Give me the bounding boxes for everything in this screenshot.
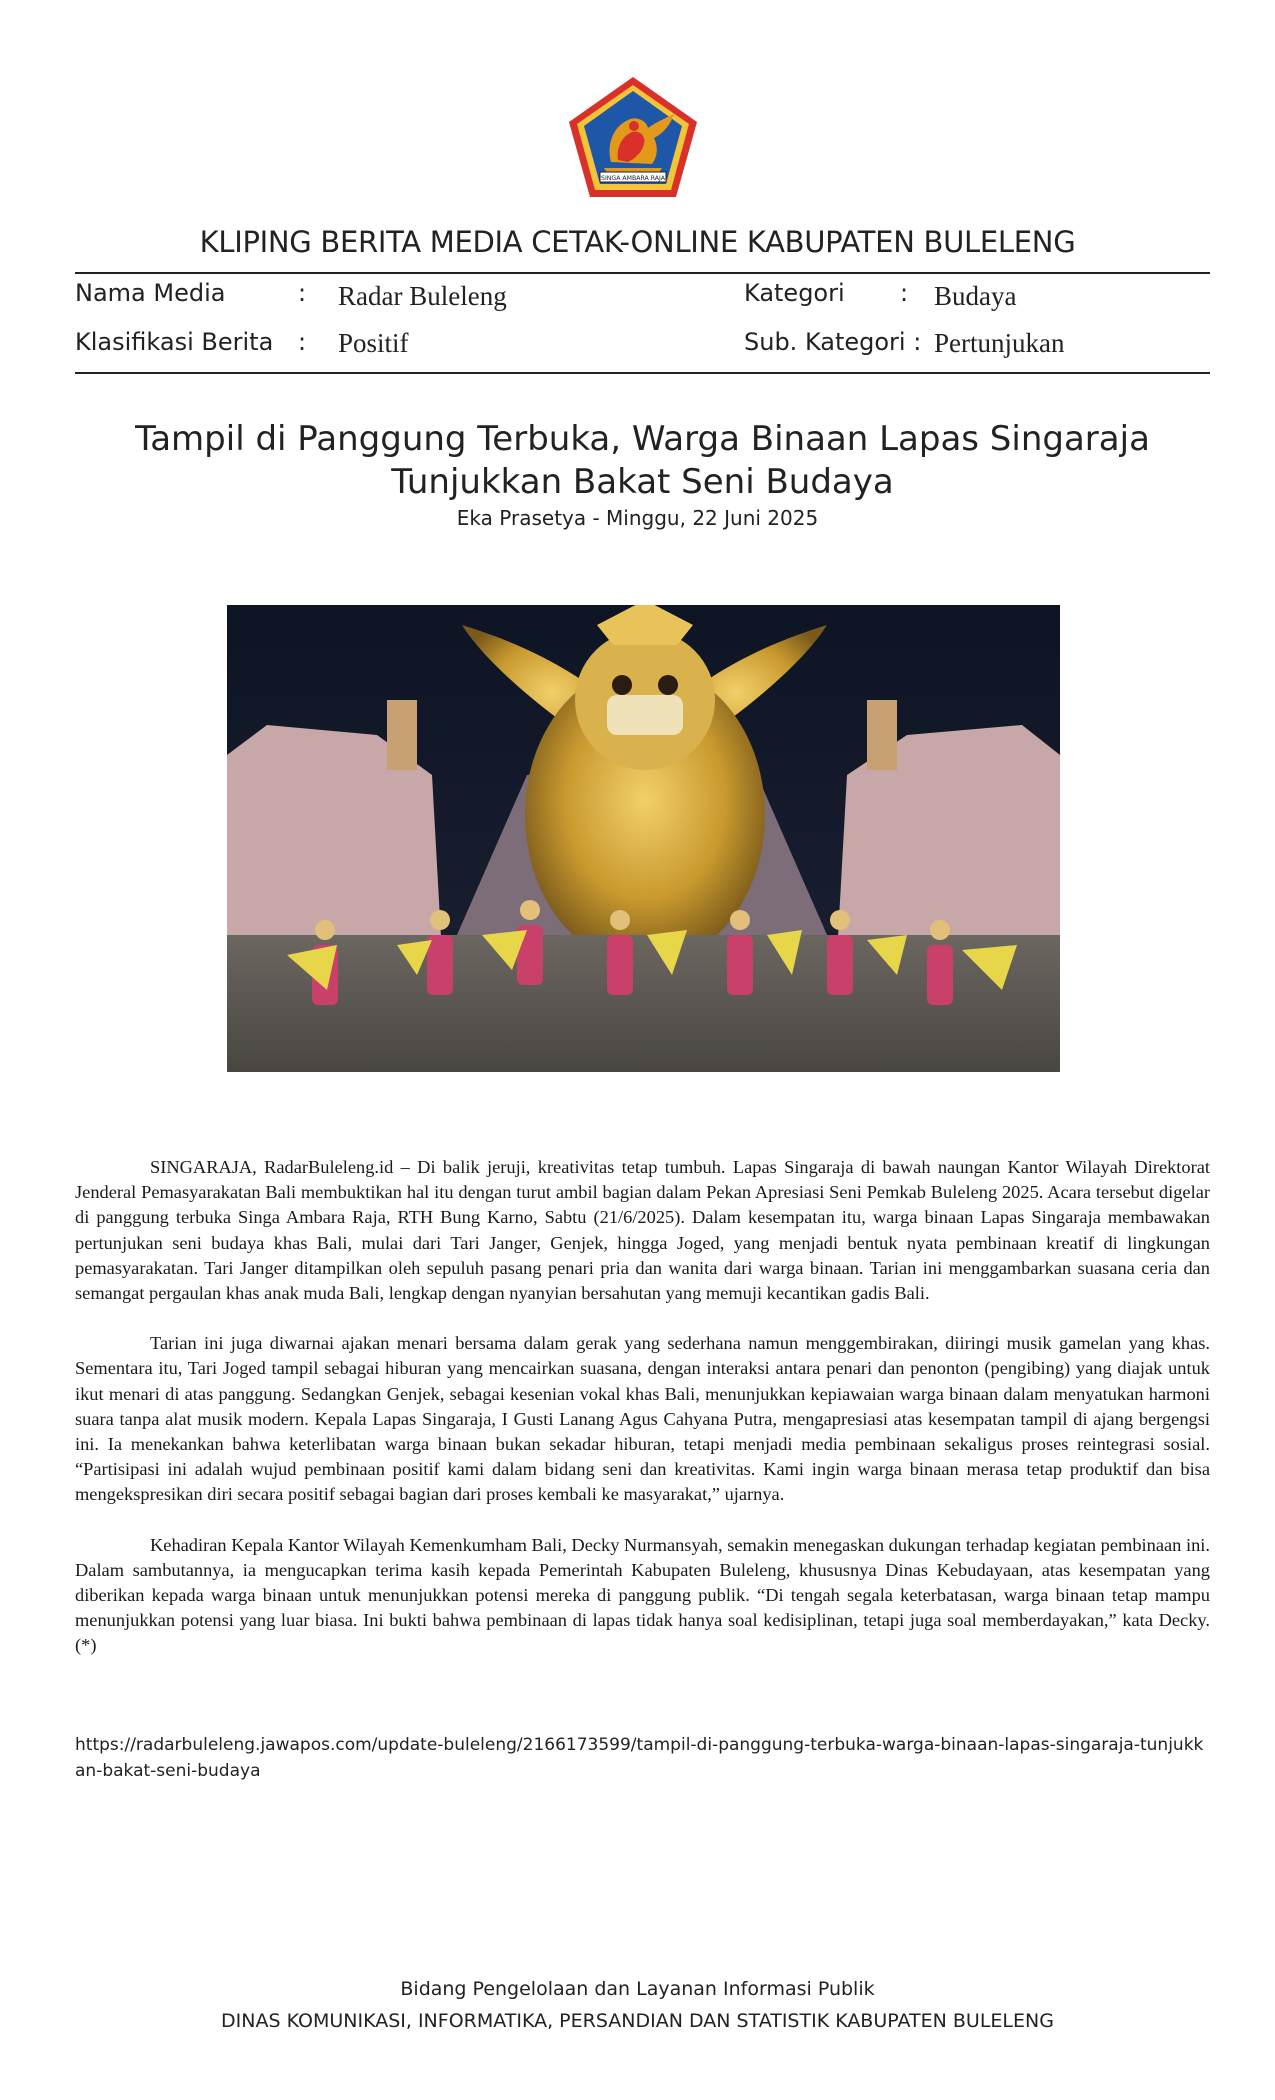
pemkab-buleleng-crest-icon xyxy=(566,74,700,200)
subcategory-label: Sub. Kategori : xyxy=(744,328,922,356)
category-value: Budaya xyxy=(934,281,1017,311)
header-divider-top xyxy=(75,272,1210,274)
classification-colon: : xyxy=(298,328,307,356)
classification-value: Positif xyxy=(338,328,409,358)
media-name-label: Nama Media xyxy=(75,279,226,307)
article-paragraph: SINGARAJA, RadarBuleleng.id – Di balik jeruji, kreativitas tetap tumbuh. Lapas Singaraja di bawah naungan Kantor Wilayah Direktorat Jenderal Pemasyarakatan Bali membuktikan hal itu dengan turut ambil bagian dalam Pekan Apresiasi Seni Pemkab Buleleng 2025. Acara tersebut digelar di panggung terbuka Singa Ambara Raja, RTH Bung Karno, Sabtu (21/6/2025). Dalam kesempatan itu, warga binaan Lapas Singaraja membawakan pertunjukan seni budaya khas Bali, mulai dari Tari Janger, Genjek, hingga Joged, yang menjadi bentuk nyata pembinaan kreatif di lingkungan pemasyarakatan. Tari Janger ditampilkan oleh sepuluh pasang penari pria dan wanita dari warga binaan. Tarian ini menggambarkan suasana ceria dan semangat pergaulan khas anak muda Bali, lengkap dengan nyanyian bersahutan yang memuji kecantikan gadis Bali. xyxy=(75,1157,1210,1304)
article-paragraph: Tarian ini juga diwarnai ajakan menari bersama dalam gerak yang sederhana namun menggembirakan, diiringi musik gamelan yang khas. Sementara itu, Tari Joged tampil sebagai hiburan yang mencairkan suasana, dengan interaksi antara penari dan penonton (pengibing) yang diajak untuk ikut menari di atas panggung. Sedangkan Genjek, sebagai kesenian vokal khas Bali, menunjukkan kepiawaian warga binaan dalam menyatukan harmoni suara tanpa alat musik modern. Kepala Lapas Singaraja, I Gusti Lanang Agus Cahyana Putra, mengapresiasi atas kesempatan tampil di ajang bergengsi ini. Ia menekankan bahwa keterlibatan warga binaan bukan sekadar hiburan, tetapi menjadi media pembinaan sekaligus proses reintegrasi sosial. “Partisipasi ini adalah wujud pembinaan positif kami dalam bidang seni dan kreativitas. Kami ingin warga binaan merasa tetap produktif dan bisa mengekspresikan diri secara positif sebagai bagian dari proses kembali ke masyarakat,” ujarnya. xyxy=(75,1333,1210,1505)
source-url-link[interactable]: https://radarbuleleng.jawapos.com/update-buleleng/2166173599/tampil-di-panggung-terbuka-warga-binaan-lapas-singaraja-tunjukkan-bakat-seni-budaya xyxy=(75,1735,1204,1781)
dance-performance-photo-icon xyxy=(227,605,1060,1072)
header-divider-bottom xyxy=(75,372,1210,374)
article-byline: Eka Prasetya - Minggu, 22 Juni 2025 xyxy=(456,506,819,530)
category-colon: : xyxy=(900,279,909,307)
footer-agency-name: DINAS KOMUNIKASI, INFORMATIKA, PERSANDIAN DAN STATISTIK KABUPATEN BULELENG xyxy=(221,2010,1054,2032)
media-name-colon: : xyxy=(298,279,307,307)
category-label: Kategori xyxy=(744,279,845,307)
subcategory-value: Pertunjukan xyxy=(934,328,1065,358)
document-header-title: KLIPING BERITA MEDIA CETAK-ONLINE KABUPATEN BULELENG xyxy=(199,225,1076,259)
classification-label: Klasifikasi Berita xyxy=(75,328,274,356)
article-paragraph: Kehadiran Kepala Kantor Wilayah Kemenkumham Bali, Decky Nurmansyah, semakin menegaskan dukungan terhadap kegiatan pembinaan ini. Dalam sambutannya, ia mengucapkan terima kasih kepada Pemerintah Kabupaten Buleleng, khususnya Dinas Kebudayaan, atas kesempatan yang diberikan kepada warga binaan untuk menunjukkan potensi mereka di panggung publik. “Di tengah segala keterbatasan, warga binaan tetap mampu menunjukkan potensi yang luar biasa. Ini bukti bahwa pembinaan di lapas tidak hanya soal kedisiplinan, tetapi juga soal memberdayakan,” kata Decky. (*) xyxy=(75,1534,1210,1656)
article-body xyxy=(75,1155,1210,1684)
media-name-value: Radar Buleleng xyxy=(338,281,507,311)
article-title: Tampil di Panggung Terbuka, Warga Binaan Lapas Singaraja Tunjukkan Bakat Seni Budaya xyxy=(135,419,1150,502)
crest-motto: SINGA AMBARA RAJA xyxy=(601,175,665,182)
footer-unit-name: Bidang Pengelolaan dan Layanan Informasi Publik xyxy=(400,1978,875,2000)
